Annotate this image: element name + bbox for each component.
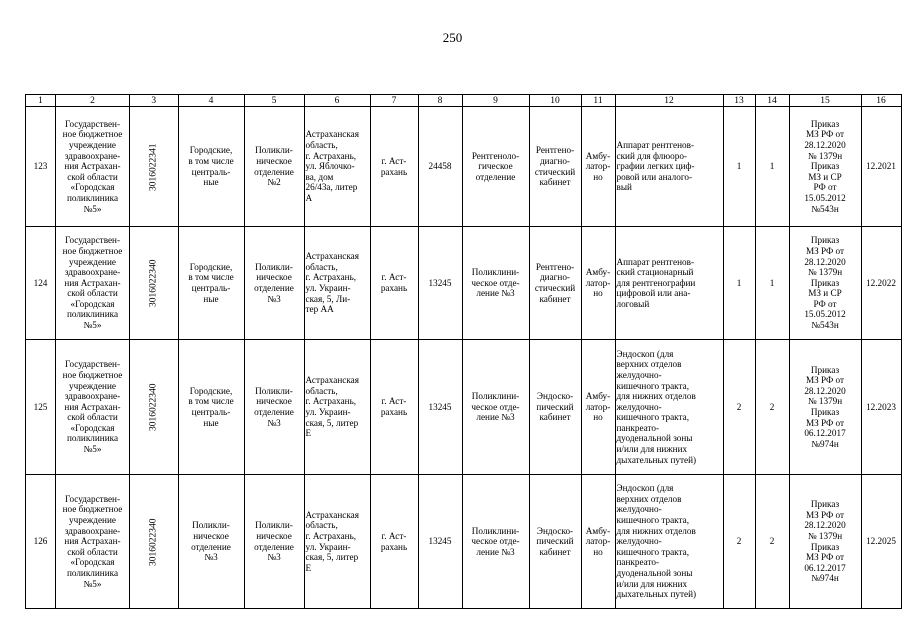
page-number: 250 xyxy=(442,30,463,45)
department-cell: Поликли- ническое отделение №2 xyxy=(244,107,304,227)
quantity-planned-cell: 2 xyxy=(755,340,789,475)
header-cell: 16 xyxy=(861,95,901,107)
population-cell: 13245 xyxy=(418,227,462,340)
header-cell: 6 xyxy=(304,95,370,107)
city-cell: г. Аст- рахань xyxy=(370,107,418,227)
row-number-cell: 124 xyxy=(26,227,56,340)
table-row xyxy=(26,340,902,475)
date-cell: 12.2022 xyxy=(861,227,901,340)
population-cell: 13245 xyxy=(418,475,462,609)
regulation-cell: Приказ МЗ РФ от 28.12.2020 № 1379н Приказ МЗ и СР РФ от 15.05.2012 №543н xyxy=(789,107,861,227)
quantity-cell: 1 xyxy=(723,107,755,227)
population-cell: 24458 xyxy=(418,107,462,227)
header-cell: 14 xyxy=(755,95,789,107)
care-form-cell: Амбу- латор- но xyxy=(581,475,615,609)
row-number-cell: 125 xyxy=(26,340,56,475)
room-cell: Рентгено- диагно- стический кабинет xyxy=(529,227,581,340)
department-cell: Поликли- ническое отделение №3 xyxy=(244,340,304,475)
address-cell: Астраханская область, г. Астрахань, ул. Украин- ская, 5, литер Е xyxy=(304,475,370,609)
address-cell: Астраханская область, г. Астрахань, ул. Украин- ская, 5, Ли- тер АА xyxy=(304,227,370,340)
inn-cell xyxy=(130,340,179,475)
inn-cell xyxy=(130,227,179,340)
header-cell: 5 xyxy=(244,95,304,107)
inn-vertical-text: 3016022340 xyxy=(148,259,159,308)
header-cell: 4 xyxy=(178,95,244,107)
quantity-planned-cell: 2 xyxy=(755,475,789,609)
organization-cell: Государствен- ное бюджетное учреждение здравоохране- ния Астрахан- ской области «Городская поликлиника №5» xyxy=(56,340,130,475)
settlement-type-cell: Городские, в том числе централь- ные xyxy=(178,227,244,340)
city-cell: г. Аст- рахань xyxy=(370,475,418,609)
regulation-cell: Приказ МЗ РФ от 28.12.2020 № 1379н Приказ МЗ и СР РФ от 15.05.2012 №543н xyxy=(789,227,861,340)
organization-cell: Государствен- ное бюджетное учреждение здравоохране- ния Астрахан- ской области «Городская поликлиника №5» xyxy=(56,227,130,340)
equipment-cell: Аппарат рентгенов- ский для флюоро- графии легких циф- ровой или аналого- вый xyxy=(615,107,723,227)
settlement-type-cell: Поликли- ническое отделение №3 xyxy=(178,475,244,609)
settlement-type-cell: Городские, в том числе централь- ные xyxy=(178,107,244,227)
quantity-planned-cell: 1 xyxy=(755,227,789,340)
table-row xyxy=(26,475,902,609)
population-cell: 13245 xyxy=(418,340,462,475)
header-cell: 1 xyxy=(26,95,56,107)
date-cell: 12.2021 xyxy=(861,107,901,227)
care-form-cell: Амбу- латор- но xyxy=(581,340,615,475)
inn-vertical-text: 3016022340 xyxy=(148,518,159,566)
header-cell: 10 xyxy=(529,95,581,107)
inn-cell xyxy=(130,475,179,609)
regulation-cell: Приказ МЗ РФ от 28.12.2020 № 1379н Приказ МЗ РФ от 06.12.2017 №974н xyxy=(789,475,861,609)
header-row xyxy=(26,95,902,107)
department-cell: Поликли- ническое отделение №3 xyxy=(244,475,304,609)
room-cell: Эндоско- пический кабинет xyxy=(529,340,581,475)
table-row xyxy=(26,107,902,227)
header-cell: 2 xyxy=(56,95,130,107)
settlement-type-cell: Городские, в том числе централь- ные xyxy=(178,340,244,475)
quantity-cell: 2 xyxy=(723,340,755,475)
unit-cell: Рентгеноло- гическое отделение xyxy=(462,107,529,227)
date-cell: 12.2025 xyxy=(861,475,901,609)
unit-cell: Поликлини- ческое отде- ление №3 xyxy=(462,227,529,340)
header-cell: 3 xyxy=(130,95,179,107)
unit-cell: Поликлини- ческое отде- ление №3 xyxy=(462,340,529,475)
room-cell: Рентгено- диагно- стический кабинет xyxy=(529,107,581,227)
quantity-cell: 2 xyxy=(723,475,755,609)
header-cell: 13 xyxy=(723,95,755,107)
room-cell: Эндоско- пический кабинет xyxy=(529,475,581,609)
quantity-cell: 1 xyxy=(723,227,755,340)
department-cell: Поликли- ническое отделение №3 xyxy=(244,227,304,340)
equipment-registry-table xyxy=(25,94,902,609)
address-cell: Астраханская область, г. Астрахань, ул. Украин- ская, 5, литер Е xyxy=(304,340,370,475)
row-number-cell: 126 xyxy=(26,475,56,609)
header-cell: 9 xyxy=(462,95,529,107)
address-cell: Астраханская область, г. Астрахань, ул. Яблочко- ва, дом 26/43а, литер А xyxy=(304,107,370,227)
organization-cell: Государствен- ное бюджетное учреждение здравоохране- ния Астрахан- ской области «Городская поликлиника №5» xyxy=(56,475,130,609)
inn-cell xyxy=(130,107,179,227)
regulation-cell: Приказ МЗ РФ от 28.12.2020 № 1379н Приказ МЗ РФ от 06.12.2017 №974н xyxy=(789,340,861,475)
unit-cell: Поликлини- ческое отде- ление №3 xyxy=(462,475,529,609)
header-cell: 7 xyxy=(370,95,418,107)
header-cell: 15 xyxy=(789,95,861,107)
inn-vertical-text: 3016022340 xyxy=(148,383,159,432)
date-cell: 12.2023 xyxy=(861,340,901,475)
header-cell: 8 xyxy=(418,95,462,107)
header-cell: 12 xyxy=(615,95,723,107)
equipment-cell: Аппарат рентгенов- ский стационарный для рентгенографии цифровой или ана- логовый xyxy=(615,227,723,340)
row-number-cell: 123 xyxy=(26,107,56,227)
city-cell: г. Аст- рахань xyxy=(370,340,418,475)
care-form-cell: Амбу- латор- но xyxy=(581,107,615,227)
city-cell: г. Аст- рахань xyxy=(370,227,418,340)
table-row xyxy=(26,227,902,340)
inn-vertical-text: 3016022341 xyxy=(148,143,159,191)
equipment-cell: Эндоскоп (для верхних отделов желудочно- кишечного тракта, для нижних отделов желудочно- кишечного тракта, панкреато- дуоденальной зоны и/или для нижних дыхательных путей) xyxy=(615,340,723,475)
quantity-planned-cell: 1 xyxy=(755,107,789,227)
header-cell: 11 xyxy=(581,95,615,107)
equipment-cell: Эндоскоп (для верхних отделов желудочно- кишечного тракта, для нижних отделов желудочно- кишечного тракта, панкреато- дуоденальной зоны и/или для нижних дыхательных путей) xyxy=(615,475,723,609)
care-form-cell: Амбу- латор- но xyxy=(581,227,615,340)
organization-cell: Государствен- ное бюджетное учреждение здравоохране- ния Астрахан- ской области «Городская поликлиника №5» xyxy=(56,107,130,227)
